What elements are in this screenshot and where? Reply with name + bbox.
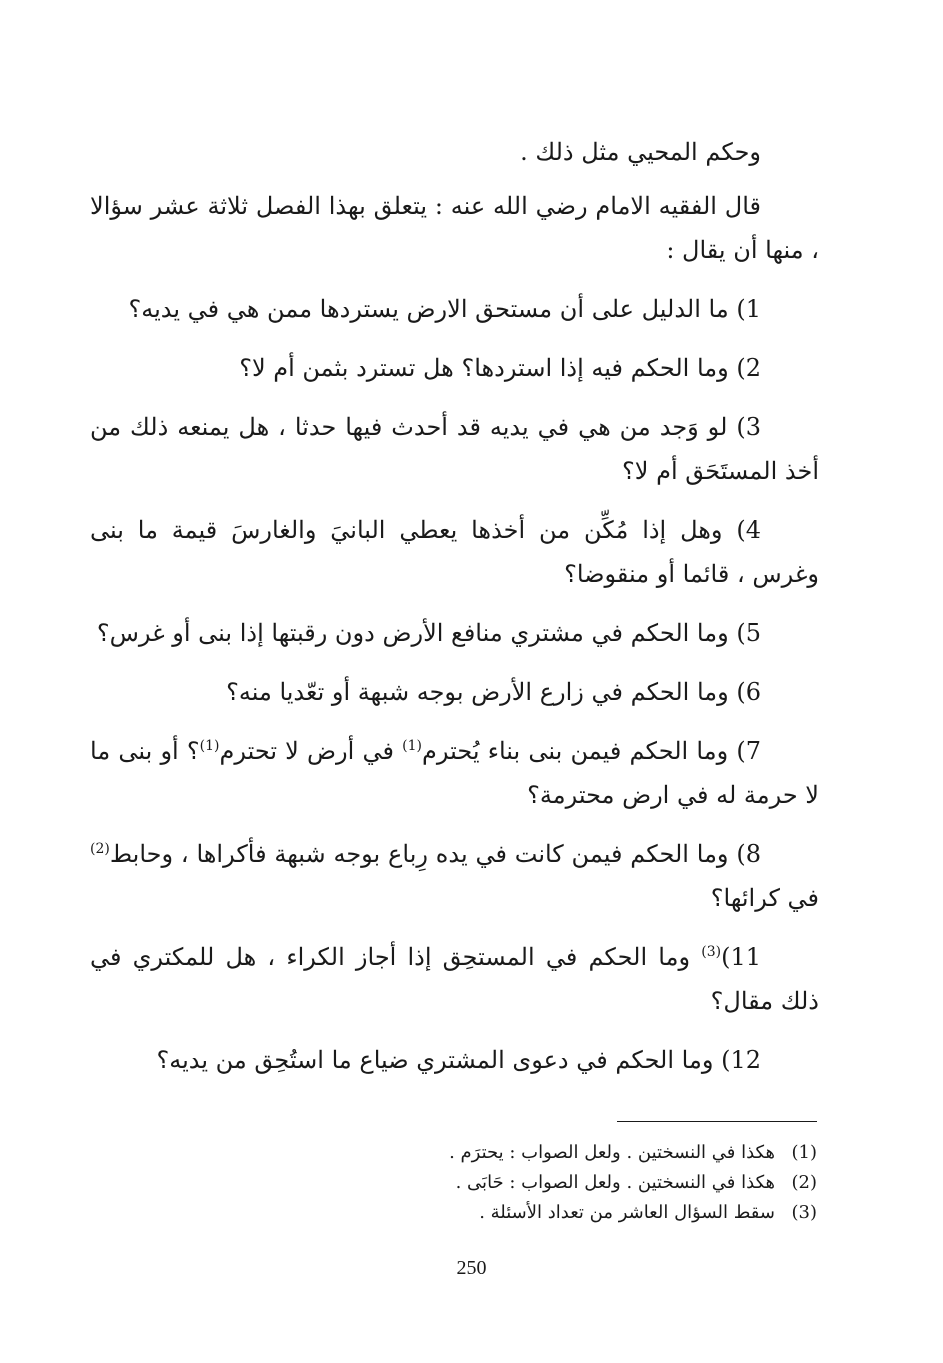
question-12: 12) وما الحكم في دعوى المشتري ضياع ما استُحِق من يديه؟: [156, 1046, 761, 1074]
page-number: 250: [456, 1257, 487, 1279]
main-text: [90, 130, 819, 1097]
statement-paragraph: قال الفقيه الامام رضي الله عنه : يتعلق بهذا الفصل ثلاثة عشر سؤالا ، منها أن يقال :: [90, 192, 819, 264]
question-5: 5) وما الحكم في مشتري منافع الأرض دون رقبتها إذا بنى أو غرس؟: [96, 619, 761, 647]
footnote-1: (1)هكذا في النسختين . ولعل الصواب : يحترَم .: [449, 1142, 817, 1163]
footnote-ref-1b: (1): [199, 738, 220, 754]
footnote-ref-1: (1): [402, 738, 422, 754]
question-6: 6) وما الحكم في زارع الأرض بوجه شبهة أو تعّديا منه؟: [226, 678, 761, 706]
question-2: 2) وما الحكم فيه إذا استردها؟ هل تسترد بثمن أم لا؟: [239, 354, 761, 382]
question-1: 1) ما الدليل على أن مستحق الارض يستردها ممن هي في يديه؟: [128, 295, 761, 323]
question-8: 8) وما الحكم فيمن كانت في يده رِباع بوجه شبهة فأكراها ، وحابط$^{(2)}$ في كرائها؟: [90, 840, 819, 912]
question-11: 11)$^{(3)}$ وما الحكم في المستحِق إذا أجاز الكراء ، هل للمكتري في ذلك مقال؟: [90, 943, 819, 1015]
question-3: 3) لو وَجد من هي في يديه قد أحدث فيها حدثا ، هل يمنعه ذلك من أخذ المستَحَق أم لا؟: [90, 413, 819, 485]
footnotes: [90, 1138, 817, 1228]
footnote-3: (3)سقط السؤال العاشر من تعداد الأسئلة .: [479, 1202, 817, 1223]
question-4: 4) وهل إذا مُكِّن من أخذها يعطي البانيَ والغارسَ قيمة ما بنى وغرس ، قائما أو منقوضا؟: [90, 516, 819, 588]
footnote-divider: [617, 1121, 817, 1122]
footnote-ref-3: (3): [701, 944, 722, 960]
intro-line: وحكم المحيي مثل ذلك .: [520, 138, 761, 166]
footnote-2: (2)هكذا في النسختين . ولعل الصواب : حَابَى .: [455, 1172, 817, 1193]
question-7: 7) وما الحكم فيمن بنى بناء يُحترم$^{(1)}$ في أرض لا تحترم$^{(1)}$؟ أو بنى ما لا حرمة له في ارض محترمة؟: [90, 737, 819, 809]
footnote-ref-2: (2): [90, 841, 110, 857]
